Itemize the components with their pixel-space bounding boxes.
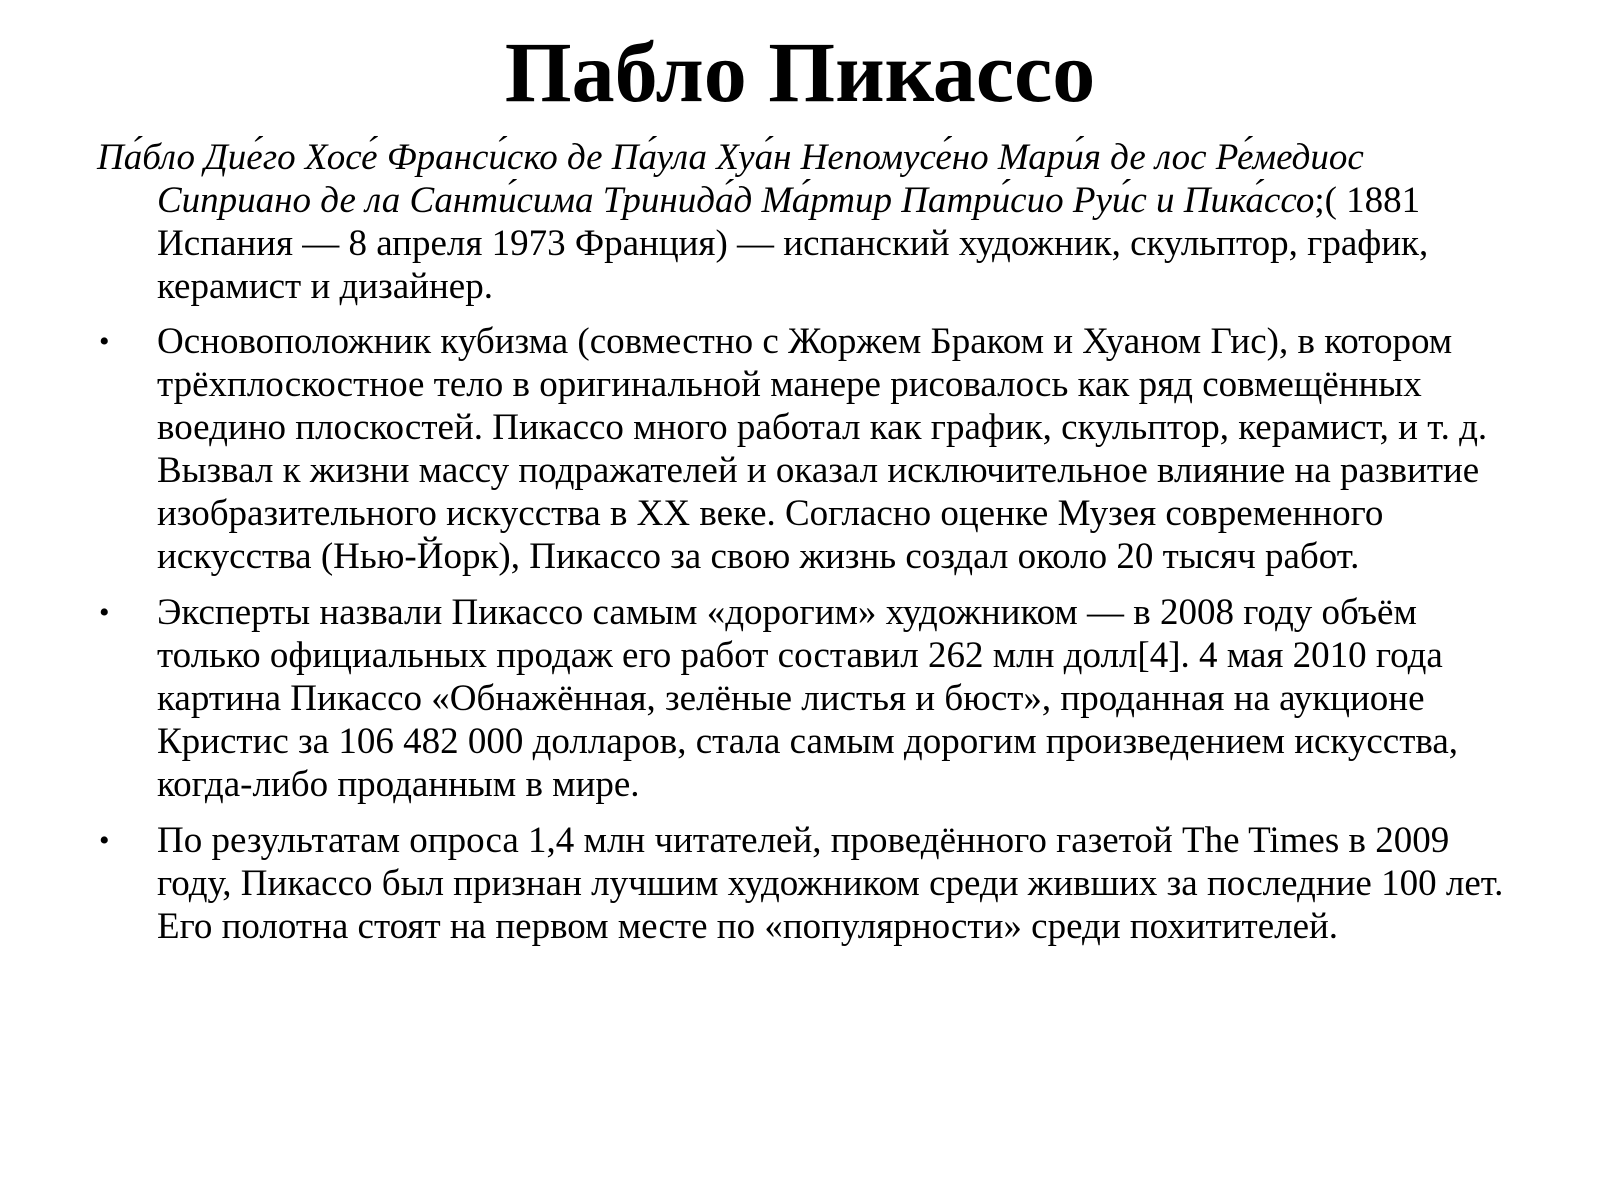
bullet-text: По результатам опроса 1,4 млн читателей, проведённого газетой The Times в 2009 году, Пикассо был признан лучшим художником среди живших за последние 100 лет. Его полотна стоят на первом месте по «популярности» среди похитителей. [157, 820, 1504, 947]
bullet-text: Эксперты назвали Пикассо самым «дорогим» художником — в 2008 году объём только официальных продаж его работ составил 262 млн долл[4]. 4 мая 2010 года картина Пикассо «Обнажённая, зелёные листья и бюст», проданная на аукционе Кристис за 106 482 000 долларов, стала самым дорогим произведением искусства, когда-либо проданным в мире. [157, 592, 1459, 805]
bullet-item [97, 819, 1517, 948]
intro-text: ;( 1881 Испания — 8 апреля 1973 Франция) — испанский художник, скульптор, график, керамист и дизайнер. [157, 180, 1429, 307]
full-name: Па́бло Дие́го Хосе́ Франси́ско де Па́ула Хуа́н Непомусе́но Мари́я де лос Ре́медиос Сиприано де ла Санти́сима Тринида́д Ма́ртир Патри́сио Руи́с и Пика́ссо [97, 137, 1364, 221]
intro-paragraph [97, 136, 1517, 308]
slide-title: Пабло Пикассо [504, 24, 1096, 120]
bullet-text: Основоположник кубизма (совместно с Жоржем Браком и Хуаном Гис), в котором трёхплоскостное тело в оригинальной манере рисовалось как ряд совмещённых воедино плоскостей. Пикассо много работал как график, скульптор, керамист, и т. д. Вызвал к жизни массу подражателей и оказал исключительное влияние на развитие изобразительного искусства в XX веке. Согласно оценке Музея современного искусства (Нью-Йорк), Пикассо за свою жизнь создал около 20 тысяч работ. [157, 321, 1488, 577]
bullet-marker: • [99, 824, 110, 857]
bullet-item [97, 591, 1517, 806]
bullet-list [97, 320, 1517, 948]
bullet-marker: • [99, 596, 110, 629]
slide-body [97, 136, 1517, 961]
bullet-item [97, 320, 1517, 578]
bullet-marker: • [99, 325, 110, 358]
